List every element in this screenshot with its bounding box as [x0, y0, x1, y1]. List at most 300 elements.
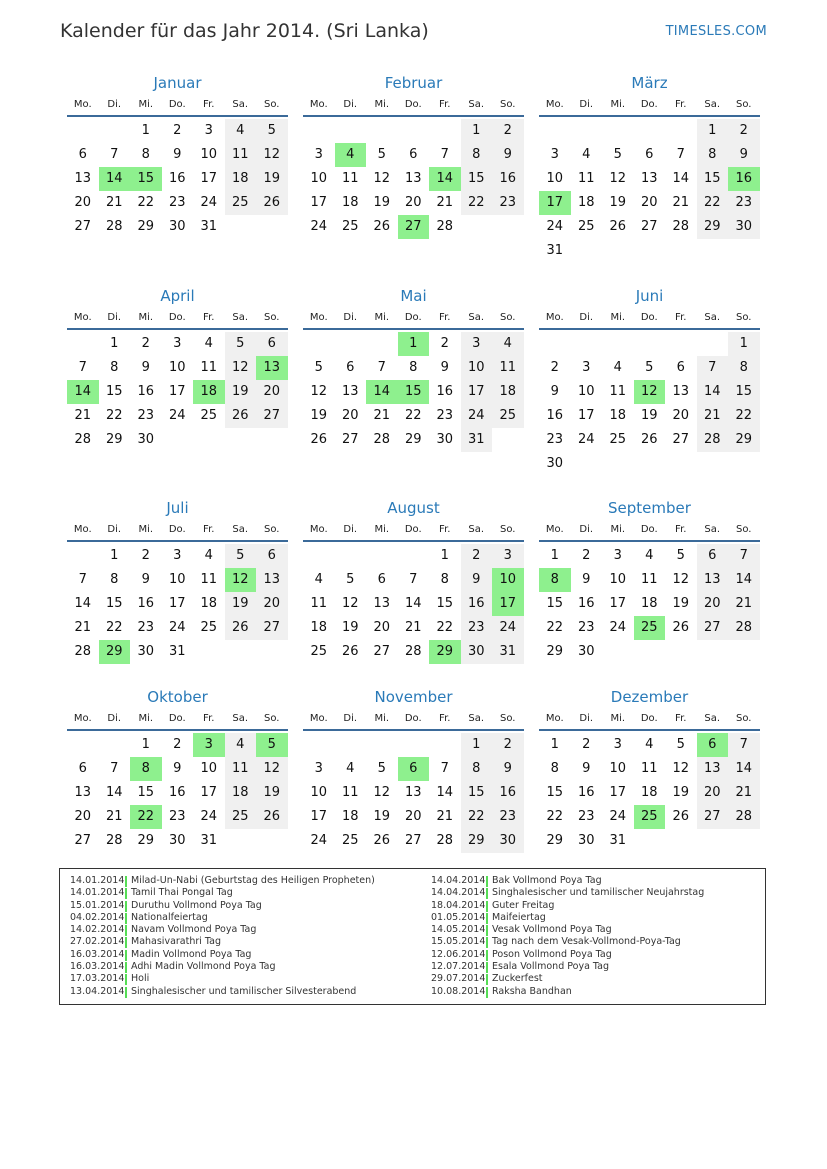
month-name: September: [608, 499, 691, 517]
day-cell: 9: [492, 143, 524, 167]
day-cell: 28: [728, 616, 760, 640]
day-cell: 17: [577, 408, 595, 423]
day-cell: 31: [200, 219, 218, 234]
legend-row: [431, 900, 761, 912]
weekday-label: Sa.: [232, 713, 249, 724]
legend-date: 10.08.2014: [431, 985, 486, 997]
day-cell: 19: [310, 408, 328, 423]
month-name: Mai: [400, 287, 427, 305]
day-cell: 2: [492, 119, 524, 143]
day-cell: 25: [225, 805, 257, 829]
day-cell: 19: [609, 195, 627, 210]
weekday-label: Do.: [168, 524, 186, 535]
day-cell: 28: [436, 219, 454, 234]
day-cell: 16: [137, 384, 155, 399]
weekday-label: Mi.: [374, 312, 390, 323]
day-cell: 22: [546, 809, 564, 824]
day-cell: 6: [78, 761, 87, 776]
legend-row: [70, 949, 420, 961]
weekday-header: [303, 708, 524, 731]
day-cell: 19: [672, 785, 690, 800]
day-cell: 30: [546, 456, 564, 471]
day-cell: 15: [137, 785, 155, 800]
day-cell: 27: [373, 644, 391, 659]
day-cell: 13: [373, 596, 391, 611]
day-cell: 15: [461, 781, 493, 805]
day-cell: 16: [168, 785, 186, 800]
month-januar: [67, 72, 288, 263]
holiday-day-cell: 13: [256, 356, 288, 380]
day-cell: 16: [492, 781, 524, 805]
day-cell: 25: [310, 644, 328, 659]
day-cell: 1: [697, 119, 729, 143]
day-cell: 19: [672, 596, 690, 611]
day-cell: 23: [461, 616, 493, 640]
day-cell: 2: [492, 733, 524, 757]
legend-holiday-name: Zuckerfest: [492, 973, 543, 985]
legend-holiday-name: Mahasivarathri Tag: [131, 936, 222, 948]
day-cell: 11: [640, 572, 658, 587]
day-cell: 11: [225, 757, 257, 781]
holiday-day-cell: 14: [429, 167, 461, 191]
day-cell: 22: [404, 408, 422, 423]
day-cell: 14: [105, 785, 123, 800]
weekday-label: So.: [264, 524, 280, 535]
legend-date: 29.07.2014: [431, 973, 486, 985]
day-cell: 12: [373, 171, 391, 186]
day-cell: 20: [404, 195, 422, 210]
weekday-label: Mo.: [309, 312, 328, 323]
weekday-label: Di.: [107, 713, 122, 724]
weekday-label: Do.: [640, 99, 658, 110]
day-cell: 6: [78, 147, 87, 162]
day-cell: 18: [341, 195, 359, 210]
day-cell: 28: [436, 833, 454, 848]
day-cell: 19: [341, 620, 359, 635]
day-cell: 25: [225, 191, 257, 215]
day-cell: 10: [310, 785, 328, 800]
day-cell: 20: [373, 620, 391, 635]
weekday-label: Di.: [579, 99, 594, 110]
day-cell: 23: [577, 809, 595, 824]
day-cell: 4: [645, 548, 654, 563]
weekday-label: Sa.: [704, 312, 721, 323]
day-cell: 1: [141, 123, 150, 138]
day-cell: 2: [173, 737, 182, 752]
page-title: Kalender für das Jahr 2014. (Sri Lanka): [60, 20, 429, 42]
day-cell: 25: [341, 219, 359, 234]
weekday-label: So.: [736, 99, 752, 110]
legend-row: [70, 924, 420, 936]
day-cell: 3: [613, 548, 622, 563]
day-cell: 21: [74, 408, 92, 423]
weekday-label: Mo.: [545, 99, 564, 110]
day-cell: 12: [373, 785, 391, 800]
day-cell: 26: [256, 805, 288, 829]
holiday-day-cell: 14: [99, 167, 131, 191]
legend-row: [70, 912, 420, 924]
day-cell: 17: [200, 171, 218, 186]
legend-row: [70, 961, 420, 973]
legend-marker: [486, 925, 488, 936]
day-cell: 4: [314, 572, 323, 587]
day-cell: 23: [137, 620, 155, 635]
day-cell: 30: [137, 432, 155, 447]
day-cell: 13: [697, 568, 729, 592]
day-cell: 23: [546, 432, 564, 447]
day-cell: 13: [672, 384, 690, 399]
day-cell: 2: [582, 548, 591, 563]
day-cell: 6: [377, 572, 386, 587]
legend-date: 14.04.2014: [431, 875, 486, 886]
day-cell: 12: [672, 572, 690, 587]
day-cell: 4: [613, 360, 622, 375]
day-cell: 29: [728, 428, 760, 452]
day-cell: 13: [404, 785, 422, 800]
day-cell: 25: [609, 432, 627, 447]
day-cell: 7: [697, 356, 729, 380]
legend-date: 12.07.2014: [431, 961, 486, 973]
day-grid: [67, 544, 288, 688]
day-cell: 24: [200, 809, 218, 824]
day-cell: 6: [256, 332, 288, 356]
day-cell: 10: [609, 572, 627, 587]
weekday-label: Sa.: [468, 312, 485, 323]
weekday-label: Sa.: [232, 524, 249, 535]
holiday-day-cell: 6: [697, 733, 729, 757]
legend-marker: [125, 876, 127, 887]
day-cell: 5: [225, 332, 257, 356]
month-name: März: [631, 74, 668, 92]
legend-marker: [125, 987, 127, 998]
day-cell: 6: [409, 147, 418, 162]
day-cell: 15: [546, 785, 564, 800]
day-cell: 27: [697, 616, 729, 640]
weekday-label: Sa.: [704, 99, 721, 110]
day-cell: 27: [404, 833, 422, 848]
day-cell: 3: [461, 332, 493, 356]
day-cell: 9: [461, 568, 493, 592]
day-cell: 20: [697, 592, 729, 616]
day-cell: 1: [461, 119, 493, 143]
day-cell: 9: [582, 572, 591, 587]
month-juli: [67, 497, 288, 688]
legend-date: 13.04.2014: [70, 985, 125, 997]
legend-date: 16.03.2014: [70, 961, 125, 973]
weekday-label: So.: [500, 713, 516, 724]
day-cell: 27: [74, 833, 92, 848]
day-cell: 5: [645, 360, 654, 375]
month-name: April: [160, 287, 195, 305]
day-cell: 10: [577, 384, 595, 399]
weekday-label: Fr.: [675, 312, 687, 323]
day-cell: 29: [546, 833, 564, 848]
day-cell: 8: [110, 360, 119, 375]
weekday-label: So.: [736, 713, 752, 724]
day-cell: 11: [609, 384, 627, 399]
weekday-label: Mi.: [374, 99, 390, 110]
weekday-header: [303, 519, 524, 542]
day-cell: 26: [256, 191, 288, 215]
day-cell: 1: [110, 336, 119, 351]
weekday-label: Fr.: [439, 524, 451, 535]
day-cell: 23: [492, 191, 524, 215]
weekday-label: Mo.: [309, 713, 328, 724]
day-cell: 24: [609, 809, 627, 824]
weekday-label: Do.: [168, 312, 186, 323]
weekday-label: Do.: [404, 99, 422, 110]
month-name: August: [387, 499, 440, 517]
day-cell: 26: [373, 833, 391, 848]
legend-holiday-name: Tag nach dem Vesak-Vollmond-Poya-Tag: [492, 936, 681, 948]
weekday-label: Mo.: [73, 312, 92, 323]
weekday-header: [539, 708, 760, 731]
day-cell: 18: [310, 620, 328, 635]
day-cell: 10: [546, 171, 564, 186]
day-cell: 20: [640, 195, 658, 210]
weekday-header: [67, 708, 288, 731]
day-cell: 6: [697, 544, 729, 568]
day-cell: 20: [404, 809, 422, 824]
legend-date: 14.05.2014: [431, 924, 486, 936]
month-name: Januar: [153, 74, 202, 92]
weekday-label: Fr.: [203, 312, 215, 323]
holiday-day-cell: 14: [67, 380, 99, 404]
day-cell: 12: [672, 761, 690, 776]
day-cell: 27: [697, 805, 729, 829]
weekday-label: Do.: [404, 312, 422, 323]
day-cell: 9: [582, 761, 591, 776]
weekday-label: So.: [264, 713, 280, 724]
day-cell: 18: [225, 781, 257, 805]
day-cell: 14: [728, 757, 760, 781]
holiday-day-cell: 8: [539, 568, 571, 592]
weekday-label: So.: [500, 312, 516, 323]
day-cell: 8: [461, 757, 493, 781]
legend-row: [431, 912, 761, 924]
weekday-label: Mo.: [545, 312, 564, 323]
day-cell: 19: [256, 167, 288, 191]
month-name: Dezember: [610, 688, 689, 706]
day-cell: 19: [225, 380, 257, 404]
day-cell: 25: [200, 620, 218, 635]
day-cell: 14: [697, 380, 729, 404]
day-cell: 13: [697, 757, 729, 781]
day-cell: 3: [582, 360, 591, 375]
day-cell: 4: [645, 737, 654, 752]
weekday-label: Mi.: [374, 713, 390, 724]
day-cell: 22: [461, 191, 493, 215]
legend-holiday-name: Madin Vollmond Poya Tag: [131, 948, 252, 960]
legend-row: [70, 986, 420, 998]
day-cell: 30: [492, 829, 524, 853]
day-cell: 28: [74, 644, 92, 659]
day-cell: 11: [200, 360, 218, 375]
weekday-label: Di.: [343, 99, 358, 110]
weekday-header: [539, 307, 760, 330]
legend-row: [431, 887, 761, 899]
day-cell: 23: [728, 191, 760, 215]
legend-marker: [125, 974, 127, 985]
legend-date: 15.05.2014: [431, 936, 486, 948]
weekday-label: Di.: [343, 524, 358, 535]
month-april: [67, 285, 288, 476]
day-cell: 8: [697, 143, 729, 167]
month-märz: [539, 72, 760, 263]
legend-row: [70, 887, 420, 899]
day-cell: 12: [341, 596, 359, 611]
day-cell: 20: [256, 380, 288, 404]
day-grid: [67, 119, 288, 263]
holiday-day-cell: 10: [492, 568, 524, 592]
day-cell: 22: [697, 191, 729, 215]
legend-row: [431, 961, 761, 973]
day-cell: 10: [168, 360, 186, 375]
weekday-label: Sa.: [704, 713, 721, 724]
legend-marker: [125, 937, 127, 948]
day-cell: 6: [676, 360, 685, 375]
day-cell: 12: [609, 171, 627, 186]
day-cell: 16: [461, 592, 493, 616]
day-cell: 20: [672, 408, 690, 423]
day-cell: 1: [461, 733, 493, 757]
day-cell: 24: [492, 616, 524, 640]
day-cell: 8: [440, 572, 449, 587]
day-cell: 28: [105, 833, 123, 848]
day-cell: 4: [204, 336, 213, 351]
day-cell: 11: [310, 596, 328, 611]
day-cell: 29: [137, 833, 155, 848]
day-cell: 7: [78, 360, 87, 375]
day-cell: 21: [105, 809, 123, 824]
day-cell: 26: [225, 404, 257, 428]
day-cell: 3: [314, 761, 323, 776]
legend-holiday-name: Raksha Bandhan: [492, 985, 572, 997]
day-cell: 28: [404, 644, 422, 659]
day-cell: 3: [173, 336, 182, 351]
day-cell: 17: [609, 596, 627, 611]
day-cell: 31: [609, 833, 627, 848]
day-cell: 22: [461, 805, 493, 829]
day-cell: 11: [577, 171, 595, 186]
day-cell: 13: [341, 384, 359, 399]
day-cell: 22: [105, 620, 123, 635]
weekday-label: Do.: [168, 713, 186, 724]
day-cell: 22: [105, 408, 123, 423]
holiday-day-cell: 8: [130, 757, 162, 781]
day-cell: 26: [225, 616, 257, 640]
day-cell: 19: [256, 781, 288, 805]
weekday-label: Do.: [168, 99, 186, 110]
day-cell: 21: [373, 408, 391, 423]
day-cell: 30: [436, 432, 454, 447]
day-cell: 4: [582, 147, 591, 162]
weekday-label: Di.: [343, 713, 358, 724]
month-september: [539, 497, 760, 688]
day-cell: 9: [728, 143, 760, 167]
day-cell: 25: [492, 404, 524, 428]
legend-holiday-name: Singhalesischer und tamilischer Silvesterabend: [131, 985, 357, 997]
legend-date: 15.01.2014: [70, 899, 125, 911]
day-cell: 7: [676, 147, 685, 162]
day-cell: 15: [105, 596, 123, 611]
weekday-label: Fr.: [439, 312, 451, 323]
day-cell: 4: [204, 548, 213, 563]
holiday-day-cell: 4: [335, 143, 367, 167]
day-cell: 8: [110, 572, 119, 587]
legend-marker: [125, 950, 127, 961]
holiday-day-cell: 25: [634, 805, 666, 829]
holiday-day-cell: 12: [634, 380, 666, 404]
day-cell: 7: [409, 572, 418, 587]
day-cell: 24: [200, 195, 218, 210]
day-cell: 26: [373, 219, 391, 234]
weekday-label: Di.: [579, 524, 594, 535]
weekday-label: Mi.: [138, 312, 154, 323]
day-cell: 11: [492, 356, 524, 380]
month-juni: [539, 285, 760, 476]
weekday-label: Mi.: [610, 524, 626, 535]
day-grid: [303, 733, 524, 877]
day-grid: [539, 332, 760, 476]
legend-row: [431, 986, 761, 998]
day-cell: 20: [341, 408, 359, 423]
legend-date: 14.02.2014: [70, 924, 125, 936]
day-cell: 9: [173, 761, 182, 776]
day-cell: 7: [728, 733, 760, 757]
day-cell: 30: [168, 833, 186, 848]
day-cell: 22: [546, 620, 564, 635]
day-cell: 5: [676, 548, 685, 563]
day-cell: 10: [200, 147, 218, 162]
day-cell: 14: [672, 171, 690, 186]
weekday-header: [67, 94, 288, 117]
holiday-day-cell: 12: [225, 568, 257, 592]
weekday-label: Mi.: [138, 524, 154, 535]
holiday-day-cell: 29: [99, 640, 131, 664]
legend-column-left: [70, 875, 420, 998]
day-cell: 18: [640, 785, 658, 800]
day-cell: 1: [550, 548, 559, 563]
day-cell: 17: [310, 809, 328, 824]
holiday-day-cell: 14: [366, 380, 398, 404]
weekday-label: Do.: [640, 524, 658, 535]
brand-link[interactable]: TIMESLES.COM: [665, 24, 767, 39]
legend-marker: [486, 950, 488, 961]
legend-holiday-name: Adhi Madin Vollmond Poya Tag: [131, 961, 276, 973]
day-cell: 28: [697, 428, 729, 452]
weekday-label: Di.: [579, 312, 594, 323]
day-cell: 24: [168, 408, 186, 423]
day-grid: [67, 733, 288, 877]
day-cell: 21: [404, 620, 422, 635]
day-cell: 1: [110, 548, 119, 563]
weekday-label: So.: [500, 524, 516, 535]
weekday-header: [303, 307, 524, 330]
day-cell: 30: [137, 644, 155, 659]
day-cell: 19: [640, 408, 658, 423]
weekday-label: Sa.: [232, 312, 249, 323]
weekday-label: Mi.: [610, 713, 626, 724]
day-cell: 23: [168, 809, 186, 824]
day-cell: 9: [440, 360, 449, 375]
legend-marker: [125, 913, 127, 924]
day-cell: 16: [168, 171, 186, 186]
legend-date: 17.03.2014: [70, 973, 125, 985]
day-cell: 17: [168, 384, 186, 399]
day-cell: 28: [105, 219, 123, 234]
legend-row: [431, 949, 761, 961]
